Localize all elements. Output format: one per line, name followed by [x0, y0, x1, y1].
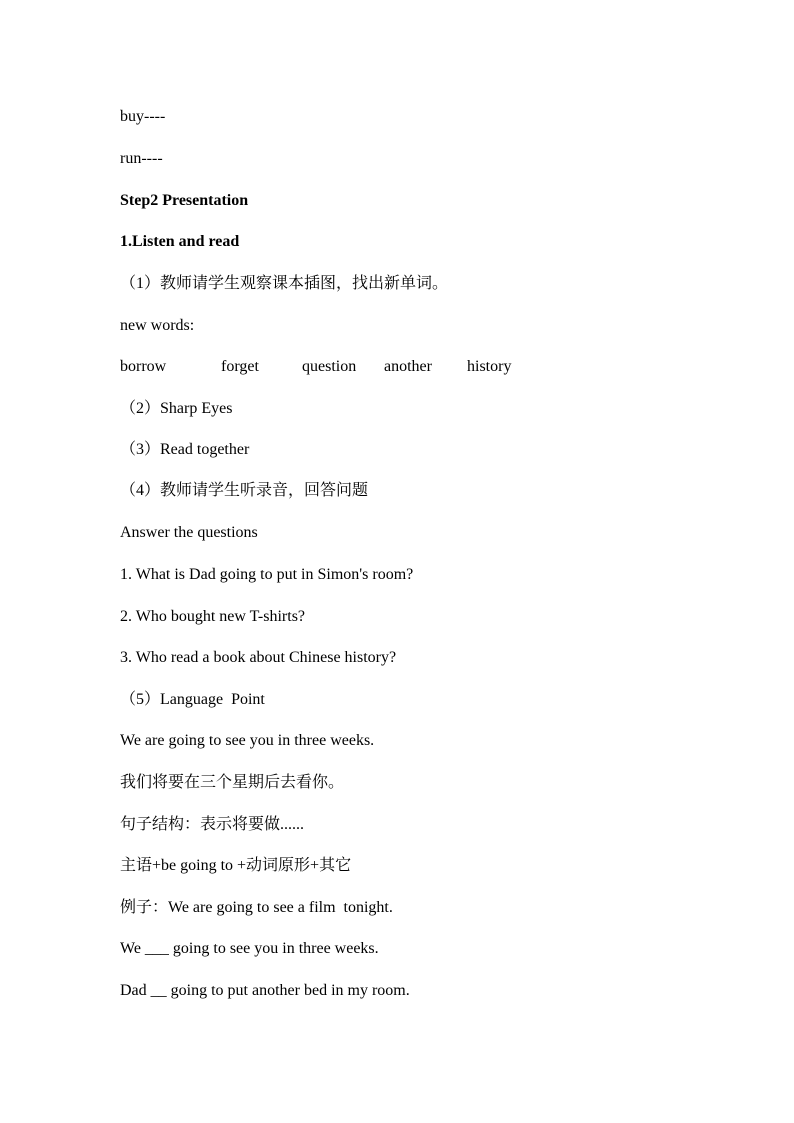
new-word: borrow [120, 358, 167, 375]
question-1: 1. What is Dad going to put in Simon's room? [120, 566, 414, 583]
item-4-text: （4）教师请学生听录音，回答问题 [120, 482, 369, 499]
question-2: 2. Who bought new T-shirts? [120, 608, 306, 625]
subheading-listen-read: 1.Listen and read [120, 233, 240, 250]
new-word: history [467, 358, 512, 375]
structure-formula: 主语+be going to +动词原形+其它 [120, 857, 352, 874]
line-run: run---- [120, 150, 163, 167]
new-word: question [302, 358, 357, 375]
fill-blank-1: We ___ going to see you in three weeks. [120, 940, 379, 957]
new-words-list [0, 357, 794, 377]
example-sentence-cn: 我们将要在三个星期后去看你。 [120, 774, 345, 791]
answer-questions-label: Answer the questions [120, 524, 258, 541]
section-heading-step2: Step2 Presentation [120, 192, 249, 209]
item-3-text: （3）Read together [120, 441, 250, 458]
structure-label: 句子结构：表示将要做...... [120, 816, 305, 833]
example-sentence-en: We are going to see you in three weeks. [120, 732, 375, 749]
line-buy: buy---- [120, 108, 166, 125]
example-sentence-2: 例子：We are going to see a film tonight. [120, 899, 393, 916]
item-5-text: （5）Language Point [120, 691, 265, 708]
new-words-label: new words: [120, 317, 195, 334]
item-2-text: （2）Sharp Eyes [120, 400, 233, 417]
new-word: another [384, 358, 432, 375]
question-3: 3. Who read a book about Chinese history? [120, 649, 397, 666]
item-1-text: （1）教师请学生观察课本插图，找出新单词。 [120, 275, 449, 292]
new-word: forget [221, 358, 259, 375]
fill-blank-2: Dad __ going to put another bed in my room. [120, 982, 410, 999]
